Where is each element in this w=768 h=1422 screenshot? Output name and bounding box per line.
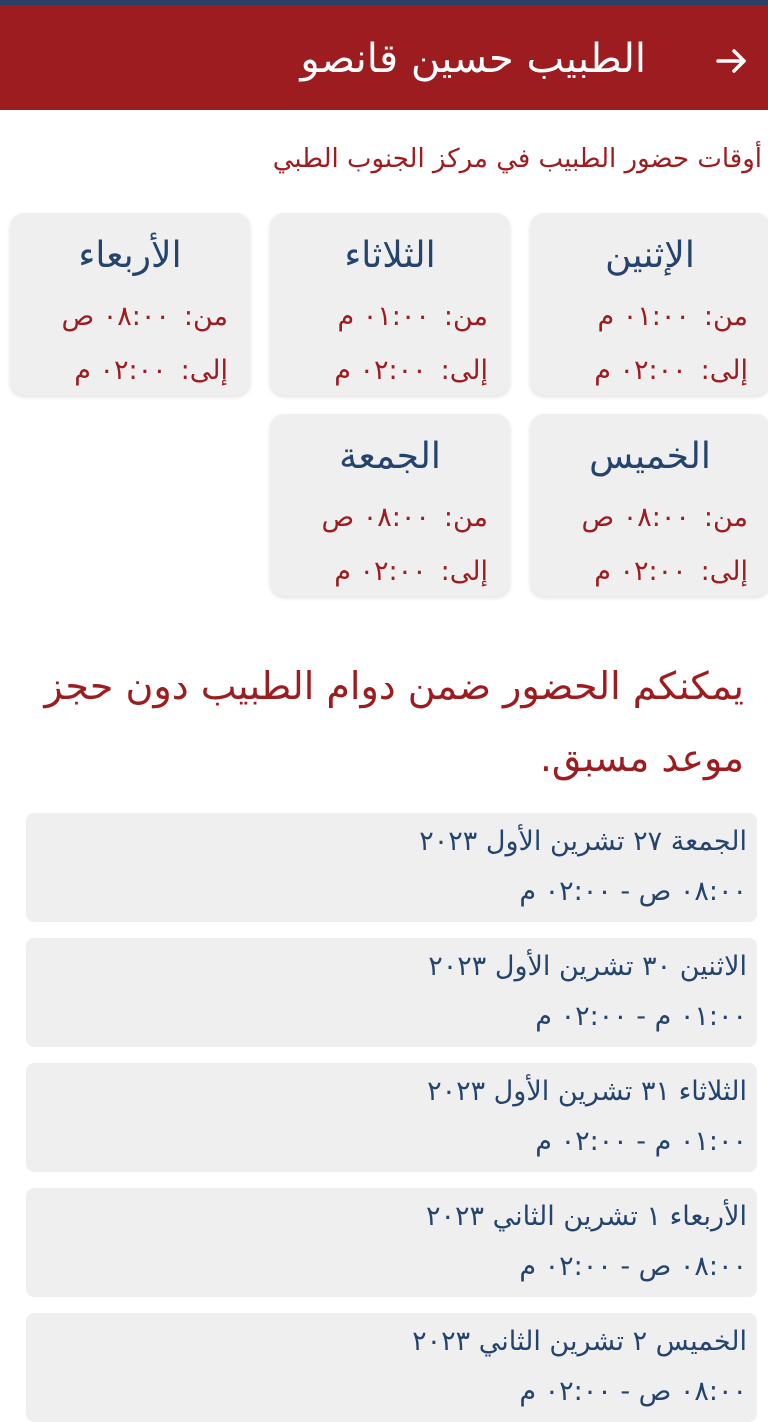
appointment-date: الثلاثاء ٣١ تشرين الأول ٢٠٢٣ bbox=[427, 1076, 747, 1107]
from-time: ٠١:٠٠ م bbox=[337, 301, 430, 332]
appointment-time: ٠٨:٠٠ ص - ٠٢:٠٠ م bbox=[519, 1376, 747, 1407]
appointment-item[interactable] bbox=[26, 1313, 757, 1422]
appointment-date: الاثنين ٣٠ تشرين الأول ٢٠٢٣ bbox=[428, 951, 747, 982]
from-time: ٠١:٠٠ م bbox=[597, 301, 690, 332]
from-label: من: bbox=[443, 301, 488, 332]
appointment-item[interactable] bbox=[26, 1063, 757, 1172]
to-time: ٠٢:٠٠ م bbox=[334, 556, 427, 587]
to-label: إلى: bbox=[700, 556, 748, 587]
from-label: من: bbox=[703, 301, 748, 332]
day-name: الأربعاء bbox=[78, 235, 182, 276]
to-row bbox=[594, 554, 748, 590]
from-time: ٠٨:٠٠ ص bbox=[581, 502, 690, 533]
from-label: من: bbox=[443, 502, 488, 533]
from-time: ٠٨:٠٠ ص bbox=[61, 301, 170, 332]
schedule-card-tuesday bbox=[270, 213, 510, 395]
to-label: إلى: bbox=[440, 355, 488, 386]
appointment-time: ٠١:٠٠ م - ٠٢:٠٠ م bbox=[535, 1126, 747, 1157]
schedule-card-wednesday bbox=[10, 213, 250, 395]
from-row bbox=[337, 299, 488, 335]
walk-in-notice: يمكنكم الحضور ضمن دوام الطبيب دون حجز موعد مسبق. bbox=[44, 664, 744, 780]
appointment-time: ٠٨:٠٠ ص - ٠٢:٠٠ م bbox=[519, 1251, 747, 1282]
app-header bbox=[0, 5, 768, 110]
to-time: ٠٢:٠٠ م bbox=[594, 556, 687, 587]
appointment-item[interactable] bbox=[26, 1188, 757, 1297]
to-row bbox=[334, 554, 488, 590]
appointment-date: الجمعة ٢٧ تشرين الأول ٢٠٢٣ bbox=[419, 826, 747, 857]
to-time: ٠٢:٠٠ م bbox=[594, 355, 687, 386]
appointment-time: ٠١:٠٠ م - ٠٢:٠٠ م bbox=[535, 1001, 747, 1032]
day-name: الثلاثاء bbox=[344, 235, 436, 276]
from-row bbox=[582, 500, 748, 536]
to-row bbox=[334, 353, 488, 389]
from-row bbox=[322, 500, 488, 536]
day-name: الخميس bbox=[589, 436, 711, 477]
from-time: ٠٨:٠٠ ص bbox=[321, 502, 430, 533]
page-title: الطبيب حسين قانصو bbox=[300, 36, 646, 82]
day-name: الجمعة bbox=[339, 436, 441, 477]
appointment-item[interactable] bbox=[26, 938, 757, 1047]
appointment-time: ٠٨:٠٠ ص - ٠٢:٠٠ م bbox=[519, 876, 747, 907]
day-name: الإثنين bbox=[605, 235, 695, 276]
schedule-card-monday bbox=[530, 213, 768, 395]
schedule-card-thursday bbox=[530, 414, 768, 596]
appointment-date: الأربعاء ١ تشرين الثاني ٢٠٢٣ bbox=[426, 1201, 747, 1232]
from-label: من: bbox=[183, 301, 228, 332]
from-row bbox=[597, 299, 748, 335]
center-subtitle: أوقات حضور الطبيب في مركز الجنوب الطبي bbox=[272, 144, 762, 174]
arrow-right-icon bbox=[712, 41, 752, 81]
to-label: إلى: bbox=[700, 355, 748, 386]
appointment-date: الخميس ٢ تشرين الثاني ٢٠٢٣ bbox=[412, 1326, 747, 1357]
back-button[interactable] bbox=[712, 41, 752, 81]
to-time: ٠٢:٠٠ م bbox=[74, 355, 167, 386]
to-label: إلى: bbox=[440, 556, 488, 587]
to-row bbox=[74, 353, 228, 389]
schedule-card-friday bbox=[270, 414, 510, 596]
appointment-item[interactable] bbox=[26, 813, 757, 922]
to-row bbox=[594, 353, 748, 389]
from-row bbox=[62, 299, 228, 335]
to-label: إلى: bbox=[180, 355, 228, 386]
from-label: من: bbox=[703, 502, 748, 533]
to-time: ٠٢:٠٠ م bbox=[334, 355, 427, 386]
